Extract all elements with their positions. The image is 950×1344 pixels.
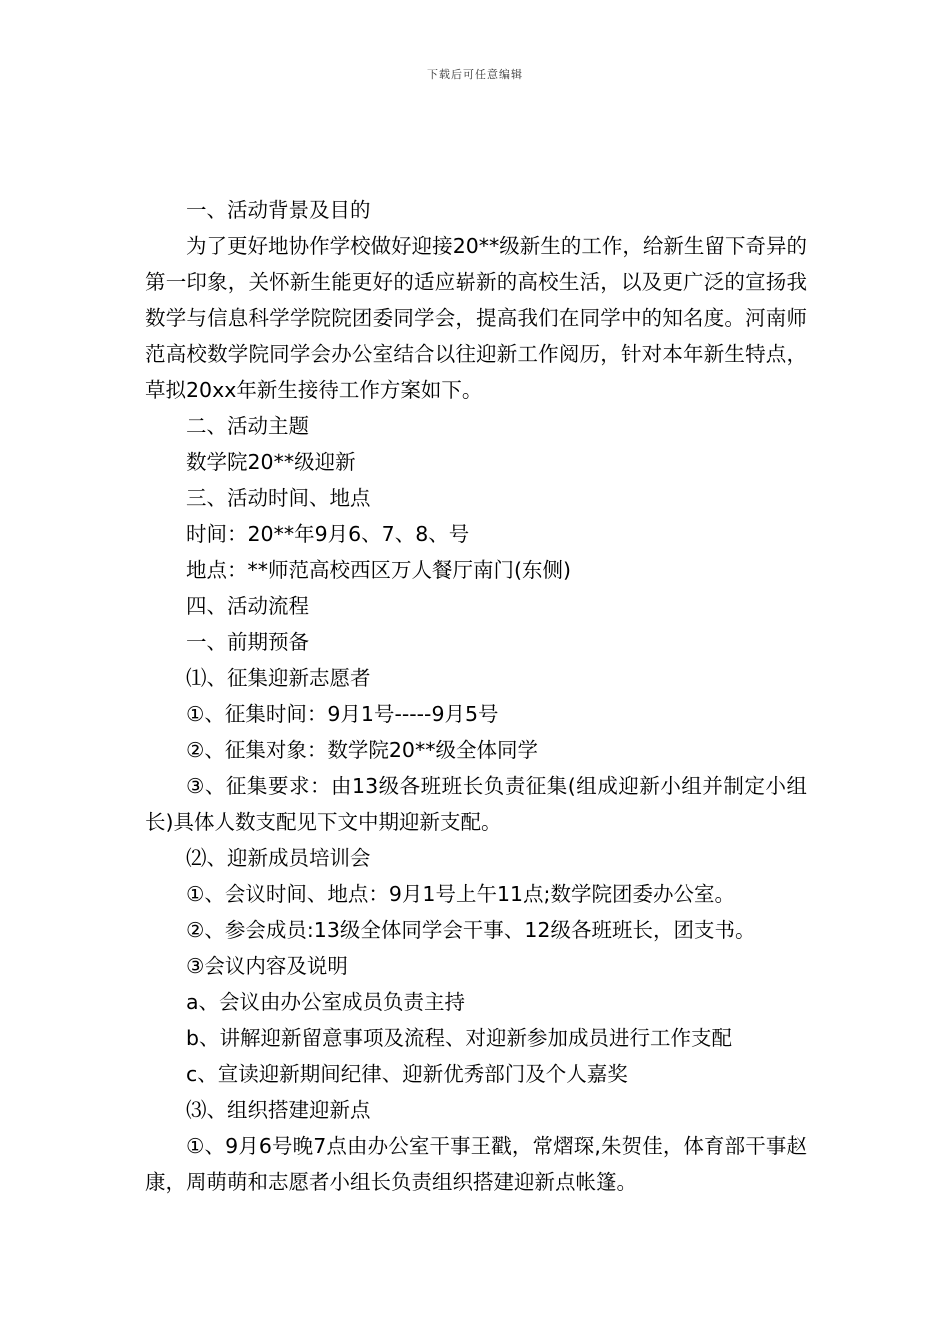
- list-item-volunteers: ⑴、征集迎新志愿者: [186, 666, 371, 690]
- list-item-meeting-a: a、会议由办公室成员负责主持: [186, 990, 466, 1014]
- page-header: 下载后可任意编辑: [427, 68, 523, 81]
- list-item-meeting-time-place: ①、会议时间、地点：9月1号上午11点;数学院团委办公室。: [186, 882, 735, 906]
- list-item-meeting-members: ②、参会成员:13级全体同学会干事、12级各班班长，团支书。: [186, 918, 756, 942]
- list-item-meeting-c: c、宣读迎新期间纪律、迎新优秀部门及个人嘉奖: [186, 1062, 628, 1086]
- paragraph-time: 时间：20**年9月6、7、8、号: [186, 522, 470, 546]
- section-heading-process: 四、活动流程: [186, 594, 309, 618]
- list-item-meeting-content: ③会议内容及说明: [186, 954, 348, 978]
- list-item-build-detail: ①、9月6号晚7点由办公室干事王戳，常熠琛,朱贺佳，体育部干事赵康，周萌萌和志愿者小组长负责组织搭建迎新点帐篷。: [145, 1134, 807, 1194]
- list-item-recruit-time: ①、征集时间：9月1号-----9月5号: [186, 702, 499, 726]
- list-item-meeting-b: b、讲解迎新留意事项及流程、对迎新参加成员进行工作支配: [186, 1026, 733, 1050]
- paragraph-theme: 数学院20**级迎新: [186, 450, 356, 474]
- subsection-heading-preparation: 一、前期预备: [186, 630, 309, 654]
- paragraph-place: 地点：**师范高校西区万人餐厅南门(东侧): [186, 558, 571, 582]
- list-item-training: ⑵、迎新成员培训会: [186, 846, 371, 870]
- paragraph-background: 为了更好地协作学校做好迎接20**级新生的工作，给新生留下奇异的第一印象，关怀新生能更好的适应崭新的高校生活，以及更广泛的宣扬我数学与信息科学学院院团委同学会，提高我们在同学中的知名度。河南师范高校数学院同学会办公室结合以往迎新工作阅历，针对本年新生特点，草拟20xx年新生接待工作方案如下。: [145, 234, 807, 402]
- list-item-recruit-requirement: ③、征集要求：由13级各班班长负责征集(组成迎新小组并制定小组长)具体人数支配见下文中期迎新支配。: [145, 774, 807, 834]
- document-body: [145, 192, 807, 1200]
- list-item-recruit-target: ②、征集对象：数学院20**级全体同学: [186, 738, 538, 762]
- section-heading-theme: 二、活动主题: [186, 414, 309, 438]
- section-heading-background: 一、活动背景及目的: [186, 198, 371, 222]
- section-heading-time-place: 三、活动时间、地点: [186, 486, 371, 510]
- list-item-build-point: ⑶、组织搭建迎新点: [186, 1098, 371, 1122]
